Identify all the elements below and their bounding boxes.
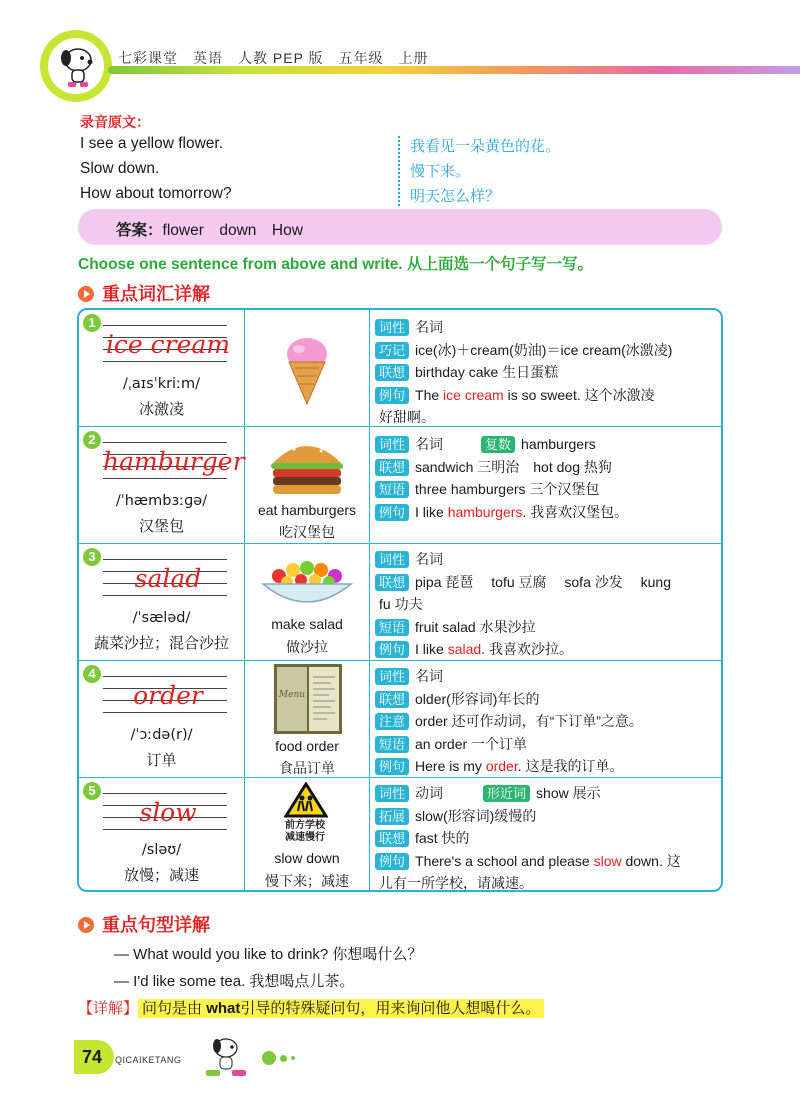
dialogue-answer: — I'd like some tea. 我想喝点儿茶。 [114,973,355,990]
recording-label: 录音原文： [80,114,150,130]
vocab-row-1 [79,310,721,427]
meaning: 放慢；减速 [123,867,199,884]
sign-text: 前方学校 减速慢行 [285,820,325,843]
instruction-cn: 从上面选一个句子写一写。 [407,256,594,273]
vocab-info: 词性 名词 巧记 ice(冰)＋cream(奶油)＝ice cream(冰激凌) 联想 birthday cake 生日蛋糕 例句 The ice cream is so sweet. 这个冰激凌 好甜啊。 [375,316,672,429]
dog-mascot-icon [48,38,104,94]
row-number: 5 [83,782,101,800]
play-bullet-icon [78,286,94,302]
picture-caption-cn: 做沙拉 [286,639,328,655]
phonetic: /ˌaɪsˈkriːm/ [123,376,200,392]
picture-caption-en: slow down [274,850,340,866]
recording-divider [398,136,400,206]
recording-cn-line-1: 我看见一朵黄色的花。 [410,137,561,155]
row-number: 2 [83,431,101,449]
svg-text:Menu: Menu [278,690,306,700]
menu-icon [273,663,343,740]
vocab-info: 词性 名词 联想 pipa 琵琶 tofu 豆腐 sofa 沙发 kung fu 功夫 短语 fruit salad 水果沙拉 例句 I like salad. 我喜欢沙拉。 [375,548,715,661]
vocab-word: slow [139,798,197,827]
vocab-word: ice cream [105,330,231,359]
answer-text [116,218,303,240]
vocab-row-5 [79,778,721,892]
vocab-word: salad [134,564,202,593]
answer-label: 答案： [116,222,163,239]
explanation: 【详解】 问句是由 what引导的特殊疑问句，用来询问他人想喝什么。 [78,997,544,1018]
picture-caption-en: make salad [271,616,343,632]
meaning: 冰激凌 [138,401,184,418]
salad-bowl-icon [249,550,365,619]
hamburger-icon [249,435,365,504]
answer-words: flower down How [162,222,303,239]
meaning: 汉堡包 [138,518,184,535]
dialogue-question: — What would you like to drink? 你想喝什么？ [114,946,423,963]
meaning: 订单 [146,752,177,769]
header-title: 七彩课堂 英语 人教 PEP 版 五年级 上册 [118,50,429,66]
picture-caption-en: food order [275,738,339,754]
footer-brand: QICAIKETANG [115,1055,182,1065]
picture-caption-cn: 食品订单 [279,760,335,776]
row-number: 3 [83,548,101,566]
row-number: 4 [83,665,101,683]
recording-cn-line-2: 慢下来。 [410,162,471,180]
vocab-word: order [133,681,203,710]
instruction [78,252,593,274]
page-number: 74 [74,1040,114,1074]
phonetic: /ˈɔːdə(r)/ [130,727,193,743]
picture-caption-cn: 慢下来；减速 [265,873,349,889]
vocab-row-3 [79,544,721,661]
vocab-word: hamburger [103,447,245,476]
phonetic: /sləʊ/ [141,842,182,858]
instruction-en: Choose one sentence from above and write. [78,256,403,273]
vocab-info: 词性 名词 联想 older(形容词)年长的 注意 order 还可作动词，有“下订单”之意。 短语 an order 一个订单 例句 Here is my order. 这是我的订单。 [375,665,643,778]
sentence-section-title: 重点句型详解 [78,911,210,937]
vocab-info: 词性 动词 形近词 show 展示 拓展 slow(形容词)缓慢的 联想 fast 快的 例句 There's a school and please slow down. 这 儿有一所学校，请减速。 [375,782,681,895]
ice-cream-icon [249,332,365,412]
meaning: 蔬菜沙拉；混合沙拉 [93,635,229,652]
recording-en-line-1: I see a yellow flower. [80,135,224,152]
vocab-info: 词性 名词 复数 hamburgers 联想 sandwich 三明治 hot dog 热狗 短语 three hamburgers 三个汉堡包 例句 I like hamburgers. 我喜欢汉堡包。 [375,433,628,523]
phonetic: /ˈsæləd/ [132,610,191,626]
vocab-table [77,308,723,892]
school-warning-sign-icon [284,782,328,823]
picture-caption-cn: 吃汉堡包 [279,524,335,540]
recording-cn-line-3: 明天怎么样？ [410,187,501,205]
vocab-row-2 [79,427,721,544]
recording-en-line-3: How about tomorrow? [80,185,232,202]
dog-mascot-icon [196,1034,256,1085]
header-logo [40,30,112,102]
picture-caption-en: eat hamburgers [257,502,357,518]
recording-en-line-2: Slow down. [80,160,160,177]
vocab-section-title: 重点词汇详解 [78,280,210,306]
row-number: 1 [83,314,101,332]
phonetic: /ˈhæmbɜːɡə/ [115,493,208,509]
footer-dots [262,1051,299,1070]
vocab-row-4 [79,661,721,778]
play-bullet-icon [78,917,94,933]
